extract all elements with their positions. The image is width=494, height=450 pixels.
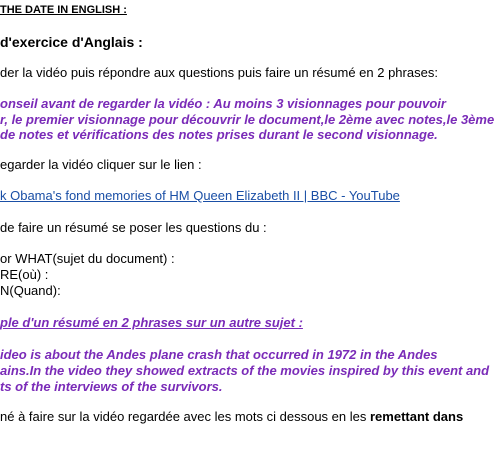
example-line-1: ideo is about the Andes plane crash that occurred in 1972 in the Andes [0,347,438,362]
final-task [0,409,463,425]
final-task-text: né à faire sur la vidéo regardée avec les mots ci dessous en les [0,409,370,424]
example-line-3: ts of the interviews of the survivors. [0,379,223,394]
link-intro: egarder la vidéo cliquer sur le lien : [0,157,202,172]
exercise-title: d'exercice d'Anglais : [0,34,143,50]
questions-intro: de faire un résumé se poser les questions du : [0,220,267,235]
question-when: N(Quand): [0,283,61,298]
video-link[interactable]: k Obama's fond memories of HM Queen Elizabeth II | BBC - YouTube [0,188,400,203]
watch-instruction: der la vidéo puis répondre aux questions puis faire un résumé en 2 phrases: [0,65,438,80]
advice-line-1: onseil avant de regarder la vidéo : Au moins 3 visionnages pour pouvoir [0,96,446,111]
question-what: or WHAT(sujet du document) : [0,251,175,266]
example-heading: ple d'un résumé en 2 phrases sur un autre sujet : [0,315,303,330]
question-where: RE(où) : [0,267,49,282]
final-task-bold: remettant dans [369,409,464,424]
date-heading: THE DATE IN ENGLISH : [0,4,127,16]
advice-line-2: r, le premier visionnage pour découvrir le document,le 2ème avec notes,le 3ème [0,112,494,127]
advice-line-3: de notes et vérifications des notes prises durant le second visionnage. [0,127,438,142]
example-line-2: ains.In the video they showed extracts of the movies inspired by this event and [0,363,490,378]
